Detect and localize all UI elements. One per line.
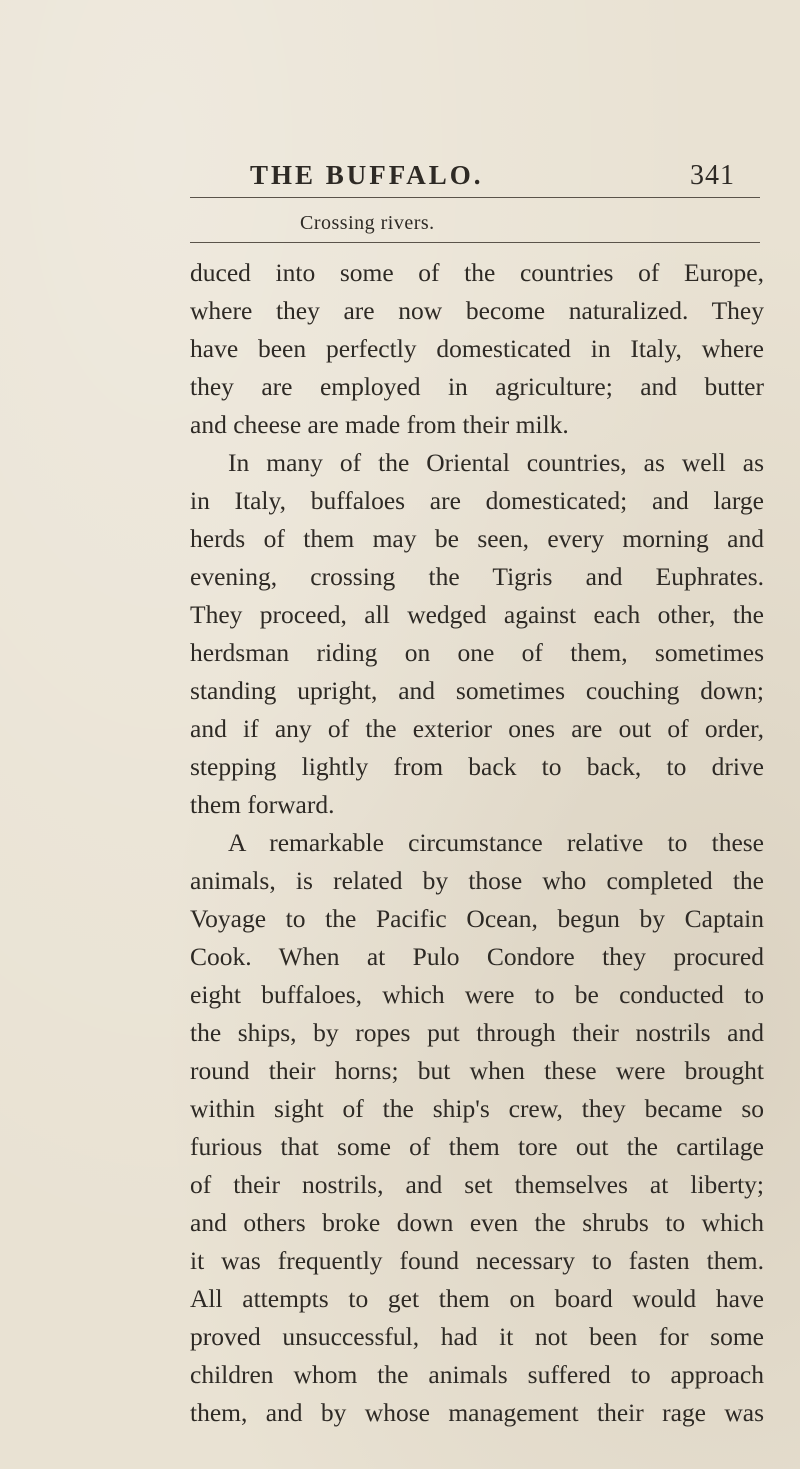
text-line: within sight of the ship's crew, they became so	[190, 1094, 764, 1123]
text-line: All attempts to get them on board would have	[190, 1284, 764, 1313]
running-head	[250, 160, 790, 196]
page-number: 341	[690, 160, 735, 191]
text-line: In many of the Oriental countries, as well as	[228, 448, 764, 477]
text-line: the ships, by ropes put through their nostrils and	[190, 1018, 764, 1047]
text-line: furious that some of them tore out the cartilage	[190, 1132, 764, 1161]
text-line: have been perfectly domesticated in Italy, where	[190, 334, 764, 363]
text-line: herdsman riding on one of them, sometimes	[190, 638, 764, 667]
text-line: and if any of the exterior ones are out of order,	[190, 714, 764, 743]
text-line: it was frequently found necessary to fasten them.	[190, 1246, 764, 1275]
text-line: stepping lightly from back to back, to drive	[190, 752, 764, 781]
text-line: round their horns; but when these were brought	[190, 1056, 764, 1085]
section-subhead: Crossing rivers.	[300, 212, 435, 234]
text-line: where they are now become naturalized. They	[190, 296, 764, 325]
text-line: proved unsuccessful, had it not been for some	[190, 1322, 764, 1351]
text-line: they are employed in agriculture; and butter	[190, 372, 764, 401]
text-line: and cheese are made from their milk.	[190, 410, 569, 439]
header-rule-bottom	[190, 242, 760, 243]
text-line: in Italy, buffaloes are domesticated; and large	[190, 486, 764, 515]
text-line: and others broke down even the shrubs to which	[190, 1208, 764, 1237]
text-line: children whom the animals suffered to approach	[190, 1360, 764, 1389]
text-line: They proceed, all wedged against each other, the	[190, 600, 764, 629]
text-line: duced into some of the countries of Europe,	[190, 258, 764, 287]
text-line: them forward.	[190, 790, 335, 819]
text-line: standing upright, and sometimes couching down;	[190, 676, 764, 705]
text-line: animals, is related by those who completed the	[190, 866, 764, 895]
text-line: Cook. When at Pulo Condore they procured	[190, 942, 764, 971]
text-line: herds of them may be seen, every morning and	[190, 524, 764, 553]
text-line: eight buffaloes, which were to be conducted to	[190, 980, 764, 1009]
header-rule-top	[190, 197, 760, 198]
body-text	[190, 254, 764, 1432]
text-line: them, and by whose management their rage was	[190, 1398, 764, 1427]
text-line: Voyage to the Pacific Ocean, begun by Captain	[190, 904, 764, 933]
text-line: A remarkable circumstance relative to these	[228, 828, 764, 857]
running-title: THE BUFFALO.	[250, 160, 484, 190]
text-line: of their nostrils, and set themselves at liberty;	[190, 1170, 764, 1199]
text-line: evening, crossing the Tigris and Euphrates.	[190, 562, 764, 591]
